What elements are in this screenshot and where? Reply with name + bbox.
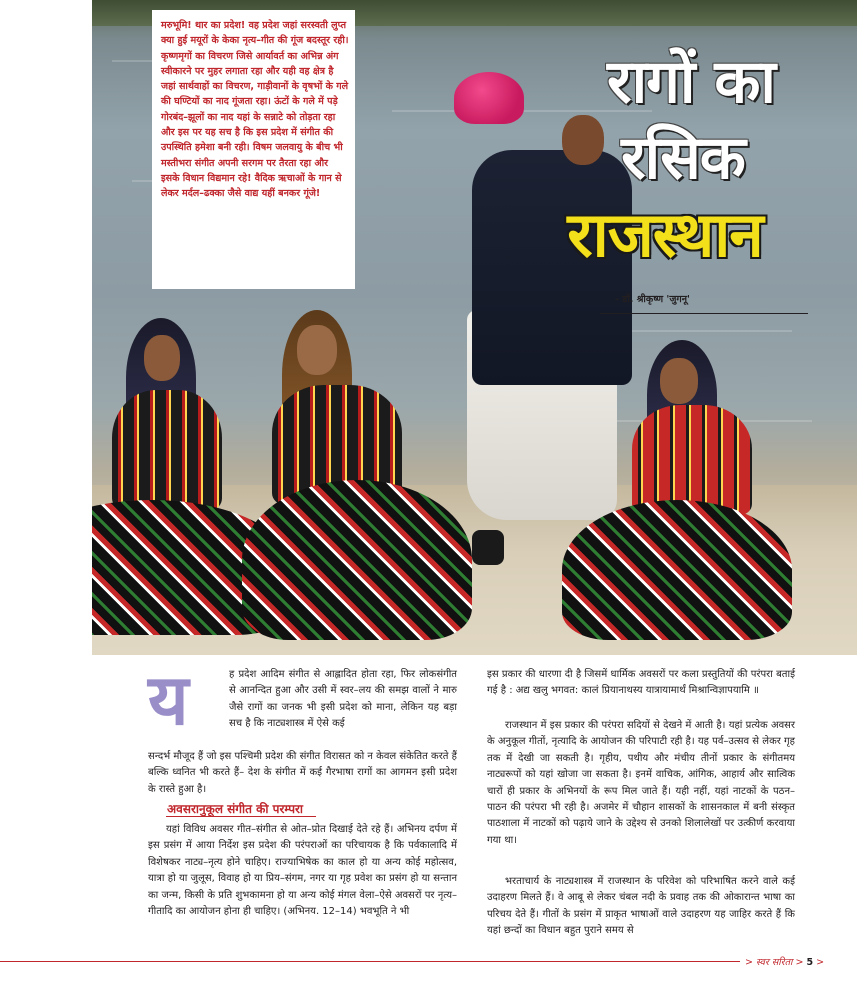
- author-rule: [600, 313, 808, 314]
- magazine-name: स्वर सरिता: [755, 957, 793, 968]
- body-paragraph-right-2: राजस्थान में इस प्रकार की परंपरा सदियों से देखने में आती है। यहां प्रत्येक अवसर के अनुकूल गीतों, नृत्यादि के आयोजन की परिपाटी रही है। यह पर्व–उत्सव से लेकर गृह तक में देखी जा सकती है। गृहीय, पथीय और मंचीय तीनों प्रकार के संगीतमय नाट्यरूपों को यहां खोजा जा सकता है। इनमें वाचिक, आंगिक, आहार्य और सात्विक चारों ही प्रकार के अभिनयों के रूप मिल जाते हैं। यही नहीं, यहां नाटकों के पठन–पाठन की परंपरा भी रही है। अजमेर में चौहान शासकों के शासनकाल में बनी संस्कृत पाठशाला में नाटकों को पढ़ाये जाने के उद्देश्य से उनको शिलालेखों पर उत्कीर्ण करवाया गया था।: [487, 720, 795, 846]
- dancer-right-face: [660, 358, 698, 404]
- author-byline: - डॉ. श्रीकृष्ण 'जुगनू': [615, 294, 690, 305]
- intro-text: मरुभूमि! थार का प्रदेश! वह प्रदेश जहां सरस्वती लुप्त क्या हुई मयूरों के केका नृत्य–गीत की गूंज बदस्तूर रही। कृष्णमृगों का विचरण जिसे आर्यावर्त का अभिन्न अंग स्वीकारने पर मुहर लगाता रहा और यही वह क्षेत्र है जहां सार्थवाहों का विचरण, गाड़ीवानों के वृषभों के गले की घण्टियों का नाद गूंजता रहा। ऊंटों के गले में पड़े गोरबंद–झूलों का नाद यहां के सन्नाटे को तोड़ता रहा और इस पर यह सच है कि इस प्रदेश में संगीत की उपस्थिति हमेशा बनी रही। विषम जलवायु के बीच भी मस्तीभरा संगीत अपनी सरगम पर तैरता रहा और इसके विधान विद्यमान रहे! वैदिक ऋचाओं के गान से लेकर मर्दल–ढक्का जैसे वाद्य यहीं बनकर गूंजे!: [161, 20, 349, 200]
- lead-paragraph-wrap: ह प्रदेश आदिम संगीत से आह्लादित होता रहा, फिर लोकसंगीत से आनन्दित हुआ और उसी में स्वर–लय की समझ वालों ने मारु जैसे रागों का जनक भी इसी प्रदेश को माना, लेकिन यह बड़ा सच है कि नाट्यशास्त्र में ऐसे कई: [229, 669, 457, 730]
- footer-suffix: >: [813, 957, 825, 968]
- lead-paragraph-continued: सन्दर्भ मौजूद हैं जो इस पश्चिमी प्रदेश की संगीत विरासत को न केवल संकेतित करते हैं बल्कि ध्वनित भी करते हैं– देश के संगीत में कई गैरभाषा रागों का आगमन इसी प्रदेश के रास्ते हुआ है।: [148, 751, 457, 795]
- title-line-2: रसिक: [621, 123, 745, 193]
- title-line-1: रागों का: [607, 47, 775, 117]
- dancer-left-face: [144, 335, 180, 381]
- dancer-middle-skirt: [242, 480, 472, 640]
- body-paragraph-right-3: भरताचार्य के नाट्यशास्त्र में राजस्थान के परिवेश को परिभाषित करने वाले कई उदाहरण मिलते हैं। वे आबू से लेकर चंबल नदी के प्रवाह तक की ओकारान्त भाषा का परिचय देते हैं। गीतों के प्रसंग में प्राकृत भाषाओं वाले उदाहरण यह जाहिर करते हैं कि यहां छन्दों का विधान बहुत पुराने समय से: [487, 876, 795, 937]
- footer-prefix: >: [745, 957, 756, 968]
- title-line-3: राजस्थान: [567, 198, 763, 271]
- dancer-male-turban: [454, 72, 524, 124]
- footer: [745, 955, 824, 968]
- dancer-right-body: [632, 405, 752, 515]
- footer-rule: [0, 961, 740, 962]
- section-heading-rule: [166, 816, 316, 817]
- section-heading: अवसरानुकूल संगीत की परम्परा: [167, 802, 304, 816]
- body-paragraph-left: यहां विविध अवसर गीत–संगीत से ओत–प्रोत दिखाई देते रहे हैं। अभिनय दर्पण में इस प्रसंग में आया निर्देश इस प्रदेश की परंपराओं का परिचायक है कि पर्वकालादि में विशेषकर नाट्य–नृत्य होने चाहिए। राज्याभिषेक का काल हो या अन्य कोई महोत्सव, यात्रा हो या जुलूस, विवाह हो या प्रिय–संगम, नगर या गृह प्रवेश का प्रसंग हो या सन्तान का जन्म, किसी के प्रति शुभकामना हो या अन्य कोई मंगल वेला–ऐसे अवसरों पर नृत्य–गीतादि का आयोजन होना ही चाहिए। (अभिनय. 12–14) भवभूति ने भी: [148, 824, 457, 918]
- footer-sep: >: [792, 957, 807, 968]
- intro-box: [152, 10, 355, 289]
- dancer-male-shoe: [472, 530, 504, 565]
- dancer-left-body: [112, 390, 222, 510]
- drop-cap: य: [148, 659, 189, 741]
- body-paragraph-right-continued: इस प्रकार की धारणा दी है जिसमें धार्मिक अवसरों पर कला प्रस्तुतियों की परंपरा बताई गई है : अद्य खलु भगवत: कालं प्रियानाथस्य यात्रायामार्थं मिश्रान्विज्ञापयामि ॥: [487, 669, 795, 697]
- page-number: 5: [806, 957, 814, 968]
- dancer-middle-face: [297, 325, 337, 375]
- dancer-right-skirt: [562, 500, 792, 640]
